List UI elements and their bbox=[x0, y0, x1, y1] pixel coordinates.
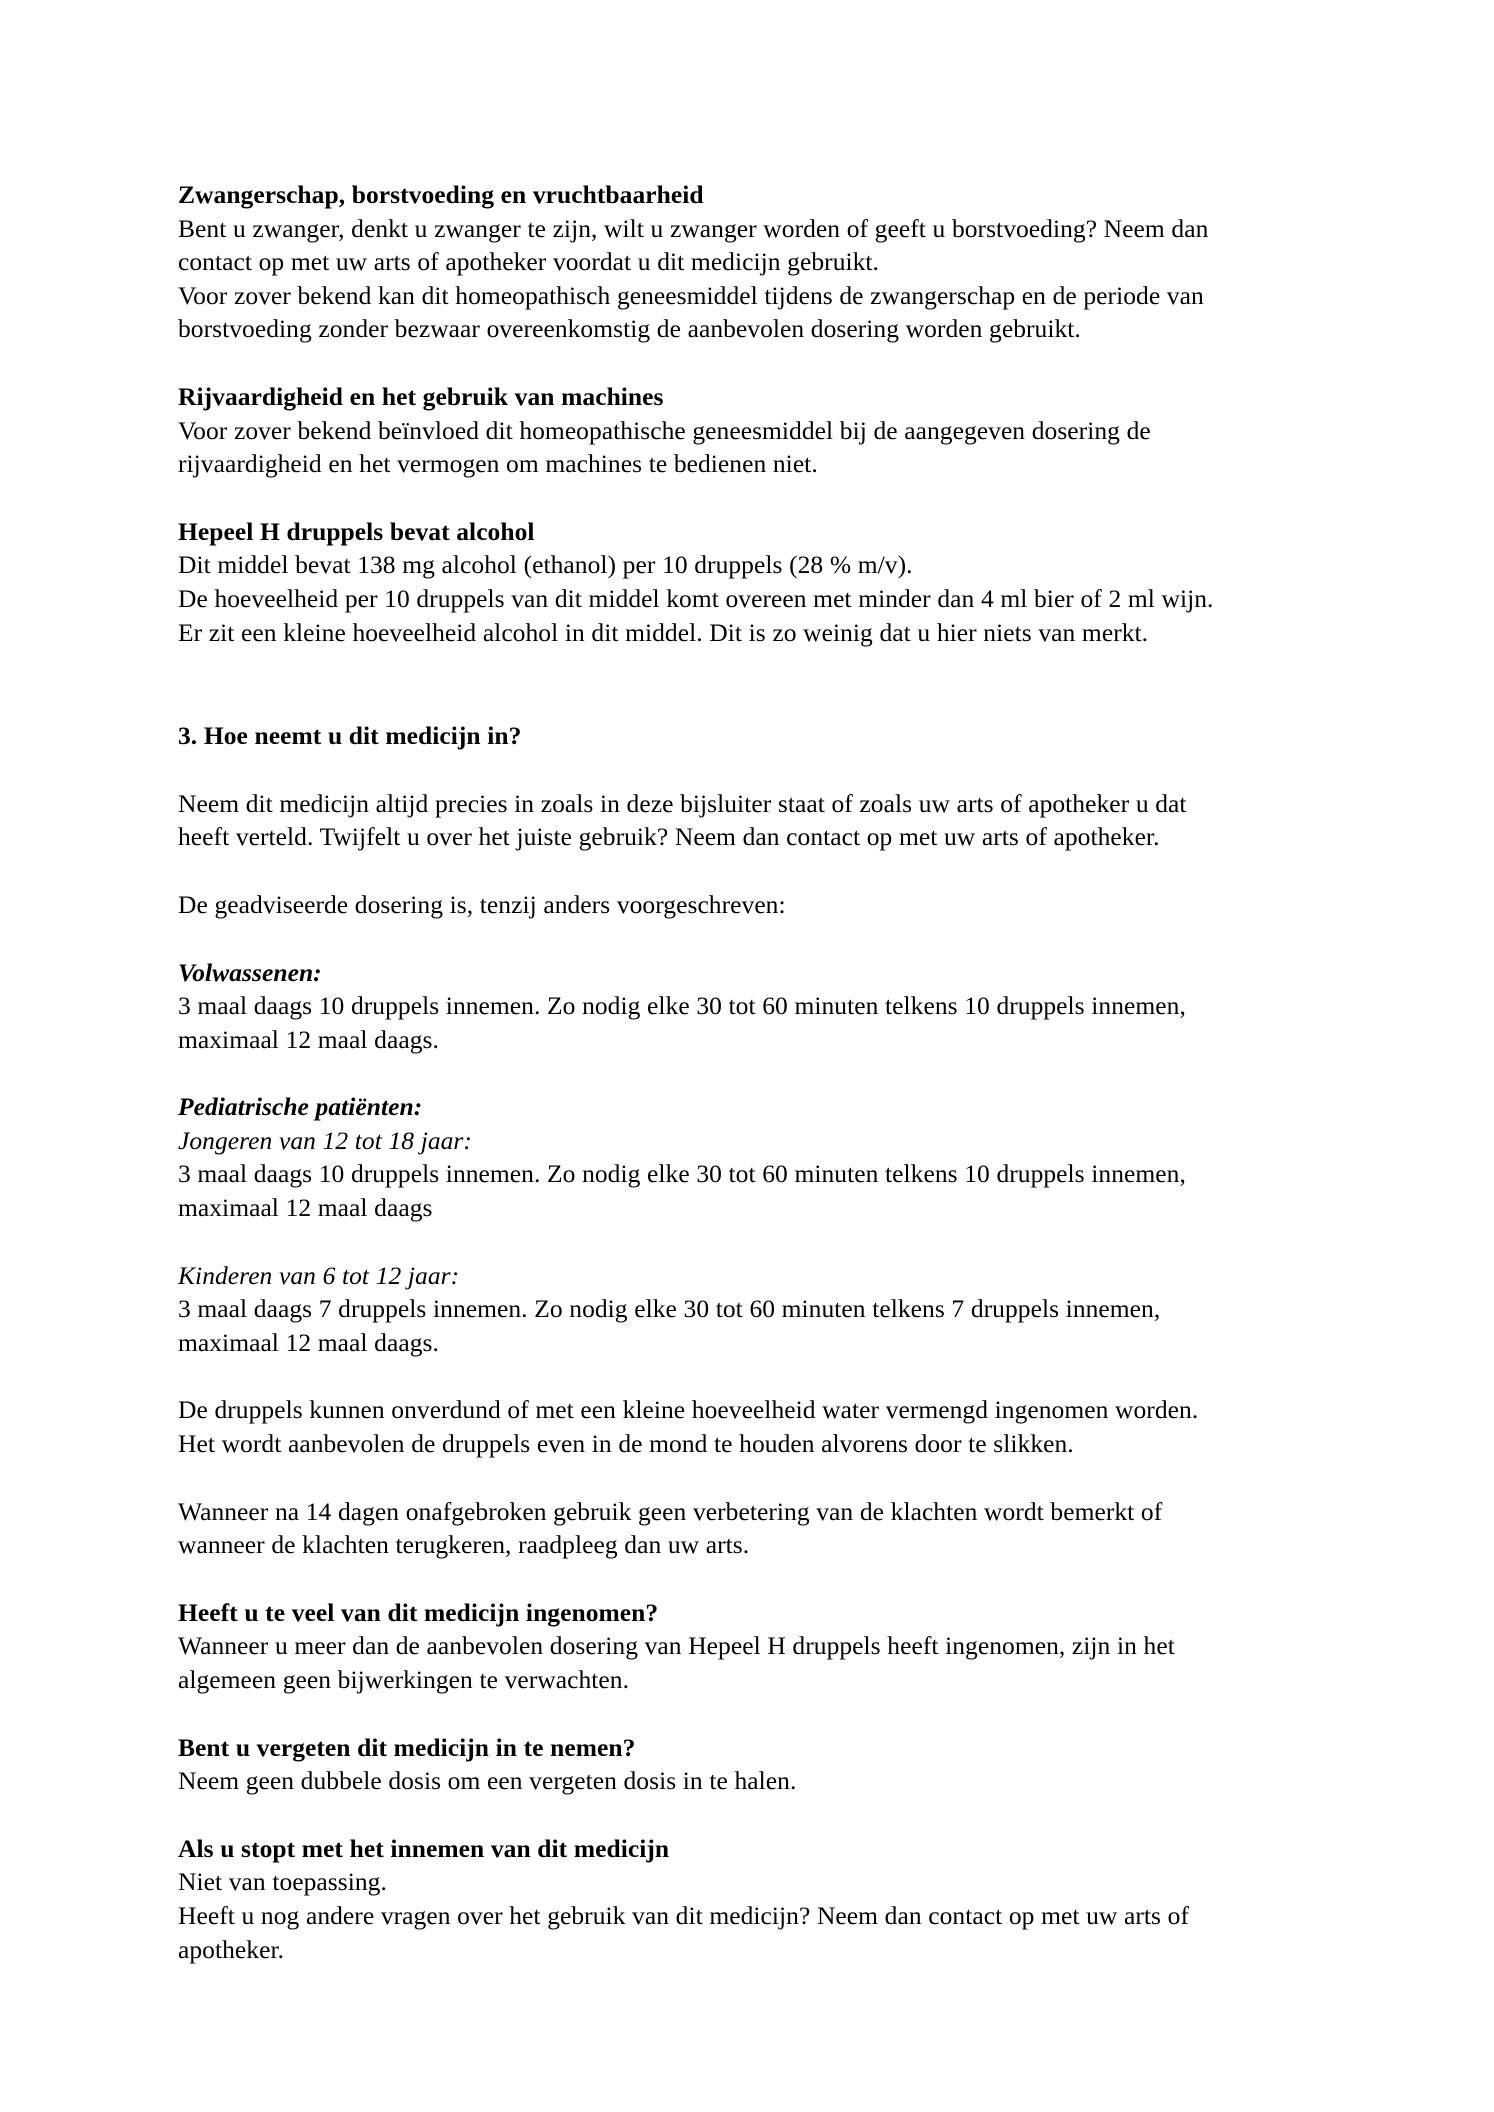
section-heading-alcohol: Hepeel H druppels bevat alcohol bbox=[178, 516, 535, 546]
paragraph-line: De druppels kunnen onverdund of met een kleine hoeveelheid water vermengd ingenomen worden. bbox=[178, 1395, 1199, 1425]
section-heading-rijvaardigheid: Rijvaardigheid en het gebruik van machines bbox=[178, 381, 664, 411]
spacer bbox=[178, 922, 1294, 956]
paragraph-line: Niet van toepassing. bbox=[178, 1867, 387, 1897]
paragraph-line: Wanneer na 14 dagen onafgebroken gebruik geen verbetering van de klachten wordt bemerkt of bbox=[178, 1496, 1163, 1526]
dosage-intro: De geadviseerde dosering is, tenzij anders voorgeschreven: bbox=[178, 889, 786, 919]
paragraph-line: 3 maal daags 7 druppels innemen. Zo nodig elke 30 tot 60 minuten telkens 7 druppels innemen, bbox=[178, 1294, 1161, 1324]
dosage-group-label-adults: Volwassenen: bbox=[178, 957, 322, 987]
paragraph-line: maximaal 12 maal daags. bbox=[178, 1327, 439, 1357]
paragraph-line: Heeft u nog andere vragen over het gebruik van dit medicijn? Neem dan contact op met uw arts of bbox=[178, 1900, 1189, 1930]
spacer bbox=[178, 1359, 1294, 1393]
paragraph-line: rijvaardigheid en het vermogen om machines te bedienen niet. bbox=[178, 449, 818, 479]
subsection-heading-overdose: Heeft u te veel van dit medicijn ingenomen? bbox=[178, 1597, 659, 1627]
paragraph-line: Bent u zwanger, denkt u zwanger te zijn, wilt u zwanger worden of geeft u borstvoeding? Neem dan bbox=[178, 213, 1209, 243]
paragraph-line: 3 maal daags 10 druppels innemen. Zo nodig elke 30 tot 60 minuten telkens 10 druppels innemen, bbox=[178, 991, 1186, 1021]
paragraph-line: De hoeveelheid per 10 druppels van dit middel komt overeen met minder dan 4 ml bier of 2 ml wijn. bbox=[178, 583, 1214, 613]
spacer bbox=[178, 481, 1294, 515]
spacer bbox=[178, 1798, 1294, 1832]
spacer bbox=[178, 1697, 1294, 1731]
paragraph-line: maximaal 12 maal daags. bbox=[178, 1024, 439, 1054]
section-zwangerschap bbox=[178, 178, 1294, 346]
paragraph-line: contact op met uw arts of apotheker voordat u dit medicijn gebruikt. bbox=[178, 247, 879, 277]
paragraph-line: maximaal 12 maal daags bbox=[178, 1193, 433, 1223]
document-body bbox=[178, 178, 1294, 1966]
paragraph-line: 3 maal daags 10 druppels innemen. Zo nodig elke 30 tot 60 minuten telkens 10 druppels innemen, bbox=[178, 1159, 1186, 1189]
paragraph-line: algemeen geen bijwerkingen te verwachten. bbox=[178, 1665, 630, 1694]
paragraph-line: Het wordt aanbevolen de druppels even in de mond te houden alvorens door te slikken. bbox=[178, 1429, 1074, 1459]
spacer bbox=[178, 1562, 1294, 1596]
spacer bbox=[178, 346, 1294, 380]
dosage-group-label-pediatric: Pediatrische patiënten: bbox=[178, 1092, 423, 1122]
spacer bbox=[178, 649, 1294, 719]
spacer bbox=[178, 753, 1294, 787]
section-3 bbox=[178, 719, 1294, 1966]
paragraph-line: apotheker. bbox=[178, 1934, 284, 1964]
spacer bbox=[178, 1056, 1294, 1090]
paragraph-line: Wanneer u meer dan de aanbevolen dosering van Hepeel H druppels heeft ingenomen, zijn in het bbox=[178, 1631, 1175, 1661]
paragraph-line: Voor zover bekend beïnvloed dit homeopathische geneesmiddel bij de aangegeven dosering de bbox=[178, 415, 1151, 445]
paragraph-line: borstvoeding zonder bezwaar overeenkomstig de aanbevolen dosering worden gebruikt. bbox=[178, 314, 1081, 344]
age-group-label-children: Kinderen van 6 tot 12 jaar: bbox=[178, 1260, 460, 1290]
subsection-heading-missed-dose: Bent u vergeten dit medicijn in te nemen? bbox=[178, 1732, 636, 1762]
paragraph-line: Er zit een kleine hoeveelheid alcohol in dit middel. Dit is zo weinig dat u hier niets van merkt. bbox=[178, 617, 1149, 647]
section-heading-zwangerschap: Zwangerschap, borstvoeding en vruchtbaarheid bbox=[178, 180, 704, 209]
paragraph-line: heeft verteld. Twijfelt u over het juiste gebruik? Neem dan contact op met uw arts of apotheker. bbox=[178, 822, 1160, 852]
paragraph-line: Neem geen dubbele dosis om een vergeten dosis in te halen. bbox=[178, 1766, 797, 1796]
subsection-heading-stopping: Als u stopt met het innemen van dit medicijn bbox=[178, 1833, 670, 1863]
spacer bbox=[178, 1461, 1294, 1495]
paragraph-line: Voor zover bekend kan dit homeopathisch geneesmiddel tijdens de zwangerschap en de periode van bbox=[178, 280, 1204, 310]
paragraph-line: wanneer de klachten terugkeren, raadpleeg dan uw arts. bbox=[178, 1530, 750, 1560]
spacer bbox=[178, 1225, 1294, 1259]
age-group-label-adolescents: Jongeren van 12 tot 18 jaar: bbox=[178, 1125, 472, 1155]
section-alcohol bbox=[178, 515, 1294, 649]
section-heading-3: 3. Hoe neemt u dit medicijn in? bbox=[178, 721, 522, 751]
paragraph-line: Neem dit medicijn altijd precies in zoals in deze bijsluiter staat of zoals uw arts of apotheker u dat bbox=[178, 788, 1187, 818]
spacer bbox=[178, 854, 1294, 888]
section-rijvaardigheid bbox=[178, 380, 1294, 481]
paragraph-line: Dit middel bevat 138 mg alcohol (ethanol) per 10 druppels (28 % m/v). bbox=[178, 550, 913, 580]
